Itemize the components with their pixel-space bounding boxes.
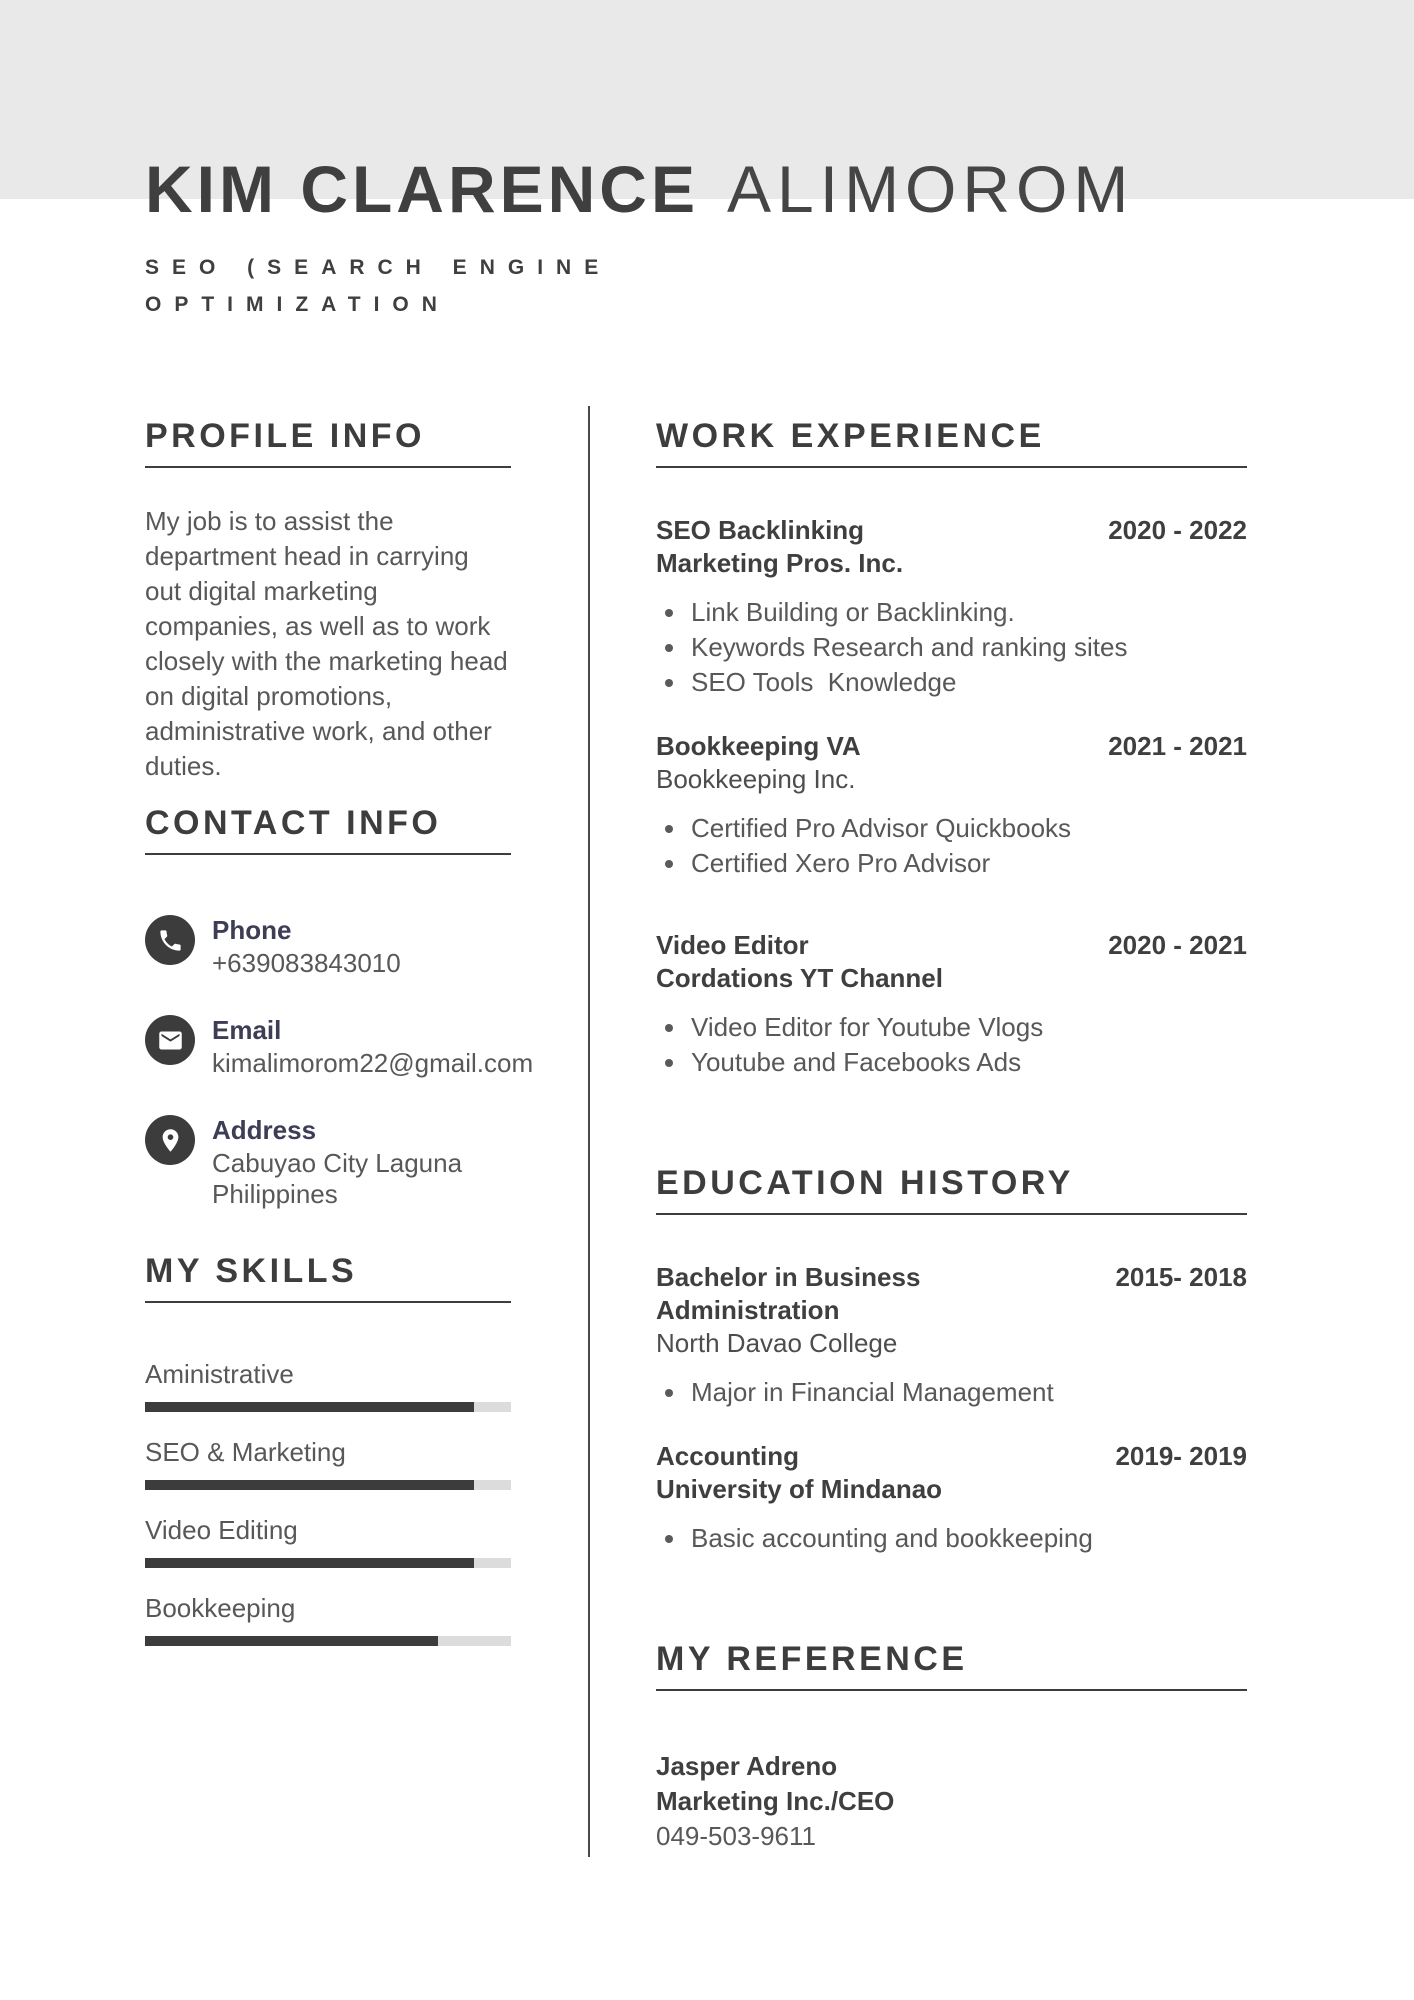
job-bullet-list — [656, 595, 1247, 700]
skill-item — [145, 1593, 511, 1646]
job-title: SEO Backlinking — [656, 515, 865, 546]
job-title: Bookkeeping VA — [656, 731, 861, 762]
contact-value: +639083843010 — [212, 948, 401, 979]
contact-list — [145, 915, 534, 1210]
contact-body — [212, 1115, 504, 1210]
reference-block — [656, 1749, 1247, 1854]
skills-list — [145, 1359, 511, 1646]
education-bullet: Major in Financial Management — [656, 1375, 1247, 1410]
contact-body — [212, 915, 401, 979]
job-bullet: Youtube and Facebooks Ads — [656, 1045, 1247, 1080]
education-history-rule — [656, 1213, 1247, 1215]
contact-info-heading: CONTACT INFO — [145, 804, 442, 843]
education-history-section — [656, 1166, 1247, 1556]
last-name: ALIMOROM — [727, 152, 1135, 226]
email-icon — [145, 1015, 195, 1065]
profile-info-section — [145, 419, 511, 784]
education-history-heading: EDUCATION HISTORY — [656, 1164, 1074, 1203]
skill-label: Video Editing — [145, 1515, 298, 1546]
my-skills-heading: MY SKILLS — [145, 1252, 358, 1291]
my-reference-heading: MY REFERENCE — [656, 1640, 968, 1679]
skill-item — [145, 1437, 511, 1490]
phone-icon — [145, 915, 195, 965]
job-bullet: Link Building or Backlinking. — [656, 595, 1247, 630]
education-entry-head — [656, 1261, 1247, 1327]
contact-item — [145, 915, 511, 979]
work-experience-rule — [656, 466, 1247, 468]
job-bullet: Certified Pro Advisor Quickbooks — [656, 811, 1247, 846]
candidate-name — [145, 152, 1270, 226]
contact-item — [145, 1015, 534, 1079]
my-skills-rule — [145, 1301, 511, 1303]
education-organization: University of Mindanao — [656, 1474, 943, 1505]
education-organization: North Davao College — [656, 1328, 898, 1359]
job-subtitle — [145, 249, 745, 323]
work-experience-heading: WORK EXPERIENCE — [656, 417, 1045, 456]
contact-value: Cabuyao City Laguna Philippines — [212, 1148, 463, 1210]
education-entry — [656, 1440, 1247, 1556]
contact-info-section — [145, 804, 534, 1210]
job-entry-head — [656, 514, 1247, 547]
skill-bar — [145, 1402, 511, 1412]
contact-info-rule — [145, 853, 511, 855]
work-entries — [656, 514, 1247, 1080]
skill-bar-fill — [145, 1402, 474, 1412]
work-experience-section — [656, 419, 1247, 1080]
columns — [0, 419, 1414, 1854]
contact-label: Email — [212, 1015, 282, 1046]
job-bullet-list — [656, 1010, 1247, 1080]
first-name: KIM CLARENCE — [145, 152, 699, 226]
subtitle-line-1: SEO (SEARCH ENGINE — [145, 256, 612, 280]
skill-label: Aministrative — [145, 1359, 294, 1390]
job-entry-head — [656, 730, 1247, 763]
skill-label: Bookkeeping — [145, 1593, 296, 1624]
profile-text: My job is to assist the department head in carrying out digital marketing companies, as well as to work closely with the marketing head on digital promotions, administrative work, and other duties. — [145, 506, 508, 782]
education-entry — [656, 1261, 1247, 1410]
my-reference-section — [656, 1642, 1247, 1854]
skill-bar — [145, 1558, 511, 1568]
job-bullet-list — [656, 811, 1247, 881]
education-dates: 2019- 2019 — [1115, 1441, 1247, 1472]
right-column — [656, 419, 1247, 1854]
skill-bar — [145, 1636, 511, 1646]
education-bullet-list — [656, 1375, 1247, 1410]
job-bullet: Keywords Research and ranking sites — [656, 630, 1247, 665]
header — [0, 0, 1414, 323]
profile-info-rule — [145, 466, 511, 468]
skill-bar-fill — [145, 1636, 438, 1646]
job-entry-head — [656, 929, 1247, 962]
reference-name: Jasper Adreno — [656, 1751, 838, 1782]
skill-item — [145, 1515, 511, 1568]
job-title: Video Editor — [656, 930, 809, 961]
job-organization: Marketing Pros. Inc. — [656, 548, 904, 579]
profile-info-heading: PROFILE INFO — [145, 417, 425, 456]
contact-body — [212, 1015, 534, 1079]
job-bullet: Video Editor for Youtube Vlogs — [656, 1010, 1247, 1045]
subtitle-line-2: OPTIMIZATION — [145, 293, 450, 317]
left-column — [145, 417, 534, 1854]
job-bullet: Certified Xero Pro Advisor — [656, 846, 1247, 881]
education-bullet-list — [656, 1521, 1247, 1556]
job-dates: 2020 - 2022 — [1108, 515, 1247, 546]
job-dates: 2021 - 2021 — [1108, 731, 1247, 762]
education-dates: 2015- 2018 — [1115, 1262, 1247, 1293]
education-entry-head — [656, 1440, 1247, 1473]
job-entry — [656, 929, 1247, 1080]
education-bullet: Basic accounting and bookkeeping — [656, 1521, 1247, 1556]
reference-phone: 049-503-9611 — [656, 1821, 816, 1852]
contact-label: Address — [212, 1115, 317, 1146]
address-icon — [145, 1115, 195, 1165]
my-skills-section — [145, 1254, 511, 1646]
job-bullet: SEO Tools Knowledge — [656, 665, 1247, 700]
my-reference-rule — [656, 1689, 1247, 1691]
contact-label: Phone — [212, 915, 292, 946]
job-entry — [656, 730, 1247, 881]
skill-bar — [145, 1480, 511, 1490]
job-organization: Cordations YT Channel — [656, 963, 943, 994]
skill-item — [145, 1359, 511, 1412]
job-organization: Bookkeeping Inc. — [656, 764, 856, 795]
reference-role: Marketing Inc./CEO — [656, 1786, 895, 1817]
job-entry — [656, 514, 1247, 700]
education-title: Bachelor in Business Administration — [656, 1262, 921, 1326]
job-dates: 2020 - 2021 — [1108, 930, 1247, 961]
skill-bar-fill — [145, 1558, 474, 1568]
contact-item — [145, 1115, 511, 1210]
skill-label: SEO & Marketing — [145, 1437, 346, 1468]
education-title: Accounting — [656, 1441, 799, 1472]
contact-value: kimalimorom22@gmail.com — [212, 1048, 534, 1079]
education-entries — [656, 1261, 1247, 1556]
skill-bar-fill — [145, 1480, 474, 1490]
